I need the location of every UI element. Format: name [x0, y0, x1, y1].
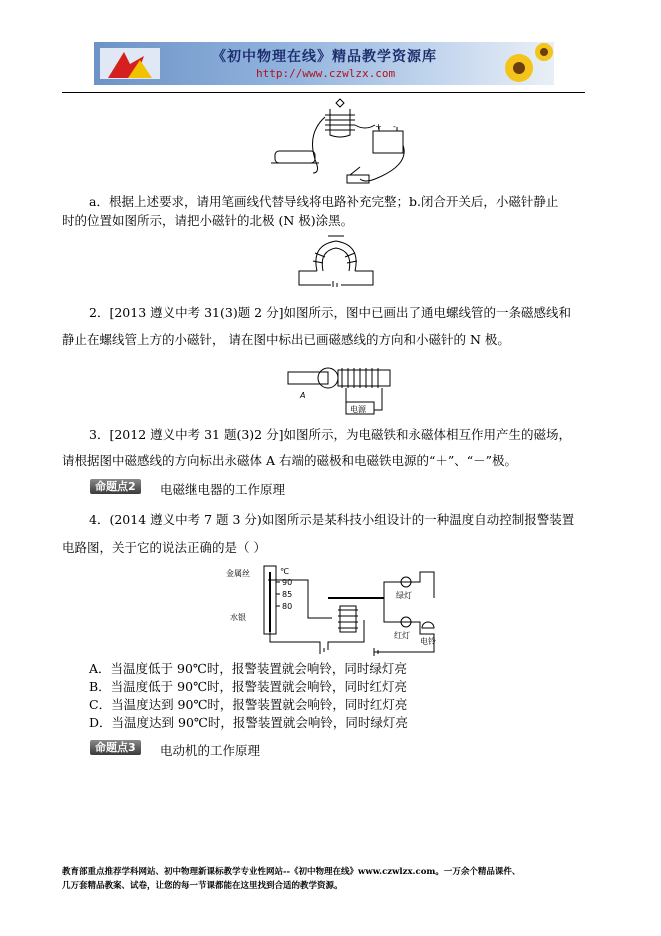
mercury-label: 水银 [230, 613, 246, 622]
red-lamp-label: 红灯 [394, 631, 410, 640]
wire-right [355, 125, 375, 128]
battery-minus-label: - [393, 122, 396, 131]
figure-electromagnet-magnet [286, 360, 394, 416]
sunflower-small-center-icon [540, 48, 548, 56]
question-3-line1: 3．[2012 遵义中考 31 题(3)2 分]如图所示，为电磁铁和永磁体相互作用产生的磁场， [89, 427, 571, 442]
question-4-line2: 电路图，关于它的说法正确的是（ ） [62, 540, 266, 555]
relay-turns [338, 610, 358, 628]
battery-plus-label: + [375, 122, 382, 131]
u-core [330, 109, 350, 137]
circuit-wire [299, 271, 373, 285]
bell-label: 电铃 [420, 637, 436, 646]
footer-line1: 教育部重点推荐学科网站、初中物理新课标教学专业性网站--《初中物理在线》www.czwlzx.com。一万余个精品课件、 [62, 867, 521, 877]
banner-url[interactable]: http://www.czwlzx.com [256, 67, 396, 80]
power-supply-label: 电源 [350, 405, 366, 414]
banner-title: 《初中物理在线》精品教学资源库 [212, 49, 437, 65]
figure-temperature-alarm [224, 562, 446, 662]
battery-box [373, 131, 403, 153]
option-b: B．当温度低于 90℃时，报警装置就会响铃，同时红灯亮 [89, 679, 408, 694]
figure-horseshoe-coil [293, 231, 379, 287]
thermometer-ticks [276, 582, 280, 606]
bell-icon [422, 622, 434, 628]
question-3-line2: 请根据图中磁感线的方向标出永磁体 A 右端的磁极和电磁铁电源的“＋”、“－”极。 [62, 453, 518, 468]
sunflower-center-icon [513, 62, 525, 74]
unit-label: ℃ [280, 567, 289, 576]
option-a: A．当温度低于 90℃时，报警装置就会响铃，同时绿灯亮 [89, 661, 407, 676]
compass-needle-icon [336, 99, 344, 107]
header-divider [62, 92, 585, 93]
tick-label-85: 85 [282, 590, 293, 599]
wire-label: 金属丝 [226, 569, 250, 578]
footer-line2: 几万套精品教案、试卷，让您的每一节课都能在这里找到合适的教学资源。 [62, 881, 343, 891]
option-d: D．当温度达到 90℃时，报警装置就会响铃，同时绿灯亮 [89, 715, 408, 730]
switch [347, 175, 369, 183]
figure-electromagnet-circuit [265, 95, 415, 195]
switch-lever [350, 167, 360, 175]
solenoid-body [338, 370, 390, 386]
question-a-line1: a．根据上述要求，请用笔画线代替导线将电路补充完整；b.闭合开关后，小磁针静止 [89, 194, 559, 209]
battery-symbol [333, 281, 337, 287]
coil-turns [313, 253, 357, 263]
wire-to-switch [360, 145, 404, 181]
tick-label-90: 90 [282, 578, 293, 587]
rheostat [275, 151, 315, 163]
question-2-line1: 2．[2013 遵义中考 31(3)题 2 分]如图所示，图中已画出了通电螺线管的一条磁感线和 [89, 305, 571, 320]
topic-title-3: 电动机的工作原理 [160, 743, 261, 758]
topic-badge-3: 命题点3 [90, 740, 141, 755]
header-banner [94, 42, 554, 85]
tick-label-80: 80 [282, 602, 293, 611]
solenoid-turns [342, 368, 378, 388]
wire-bottom [270, 620, 364, 650]
wire-top [268, 580, 332, 618]
wire-left [313, 117, 326, 173]
topic-title-2: 电磁继电器的工作原理 [160, 482, 286, 497]
green-lamp-label: 绿灯 [396, 591, 412, 600]
question-a-line2: 时的位置如图所示，请把小磁针的北极 (N 极)涂黑。 [62, 213, 354, 228]
permanent-magnet-a [288, 372, 328, 384]
question-2-line2: 静止在螺线管上方的小磁针， 请在图中标出已画磁感线的方向和小磁针的 N 极。 [62, 332, 510, 347]
option-c: C．当温度达到 90℃时，报警装置就会响铃，同时红灯亮 [89, 697, 408, 712]
magnet-label-a: A [300, 391, 306, 400]
horseshoe-inner [322, 248, 350, 271]
topic-badge-2: 命题点2 [90, 479, 141, 494]
question-4-line1: 4．(2014 遵义中考 7 题 3 分)如图所示是某科技小组设计的一种温度自动控制报警装置 [89, 512, 575, 527]
battery-symbol [320, 646, 324, 654]
